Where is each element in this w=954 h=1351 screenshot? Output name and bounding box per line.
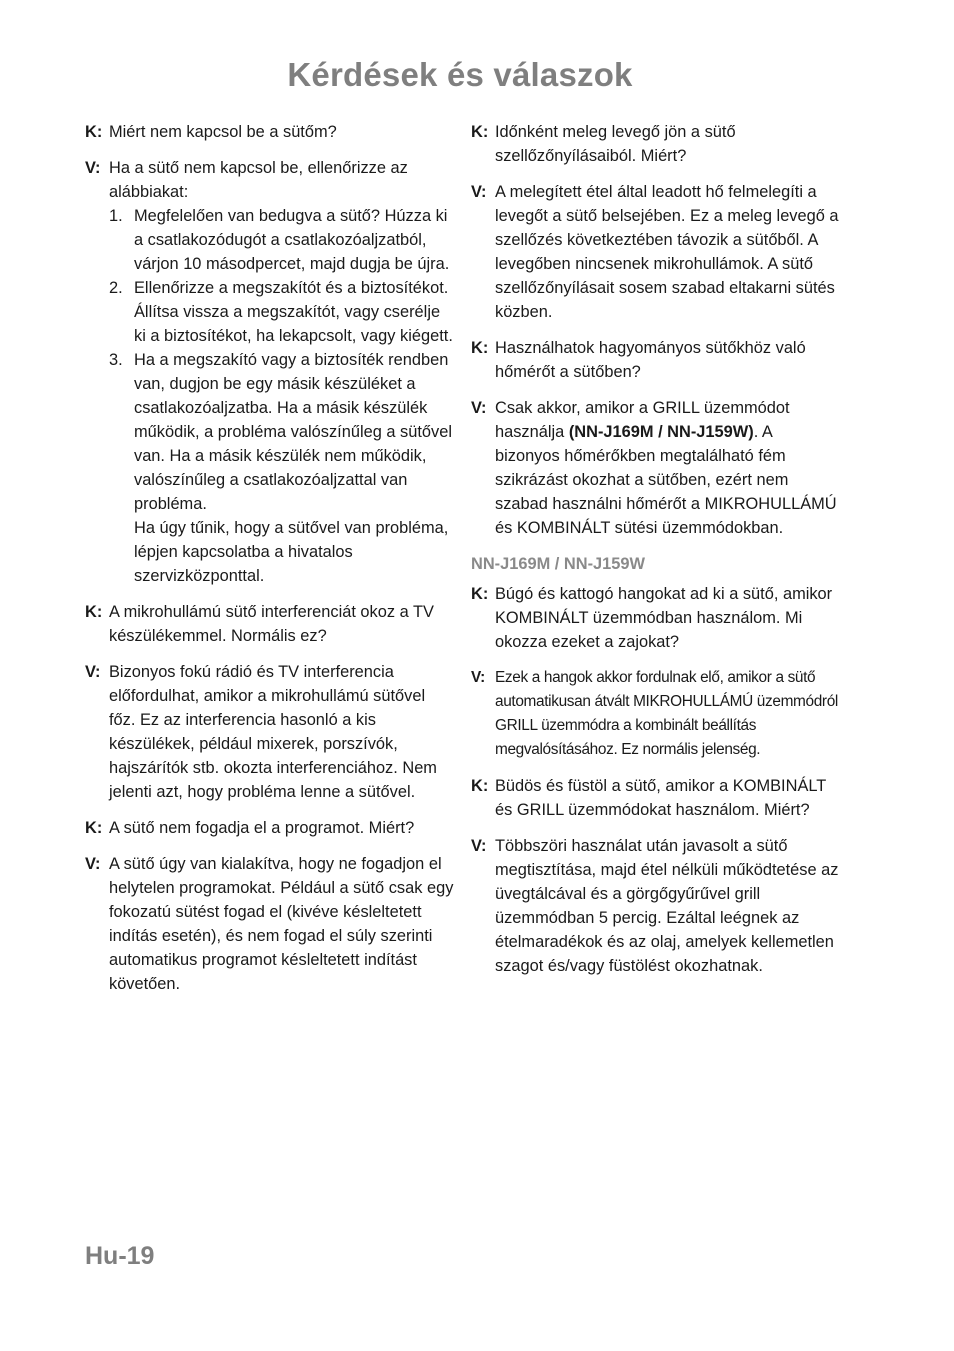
question-4 xyxy=(471,120,841,168)
question-text: Használhatok hagyományos sütőkhöz való hőmérőt a sütőben? xyxy=(495,339,806,381)
list-item xyxy=(109,348,455,588)
answer-text: A melegített étel által leadott hő felmelegíti a levegőt a sütő belsejében. Ez a meleg levegő a szellőzés következtében távozik a sütőből. A levegőben nincsenek mikrohullámok. A sütő szellőzőnyílásait sosem szabad eltakarni sütés közben. xyxy=(495,183,839,321)
answer-text: Bizonyos fokú rádió és TV interferencia előfordulhat, amikor a mikrohullámú sütővel főz. Ez az interferencia hasonló a kis készülékek, például mixerek, porszívók, hajszárítók stb. okozta interferenciához. Nem jelenti azt, hogy probléma lenne a sütővel. xyxy=(109,663,437,801)
answer-5 xyxy=(471,396,841,540)
answer-text-part: Csak akkor, amikor a GRILL üzemmódot használja xyxy=(495,399,790,441)
answer-1 xyxy=(85,156,455,588)
question-text: Búgó és kattogó hangokat ad ki a sütő, amikor KOMBINÁLT üzemmódban használom. Mi okozza ezeket a zajokat? xyxy=(495,585,833,651)
question-label: K: xyxy=(85,603,103,621)
right-column xyxy=(471,120,841,990)
answer-3 xyxy=(85,852,455,996)
question-6 xyxy=(471,582,841,654)
answer-6 xyxy=(471,666,841,762)
answer-label: V: xyxy=(471,183,487,201)
list-number: 1. xyxy=(109,207,123,225)
answer-body xyxy=(109,156,455,588)
list-item xyxy=(109,276,455,348)
model-numbers: (NN-J169M / NN-J159W) xyxy=(568,423,754,441)
answer-label: V: xyxy=(471,399,487,417)
question-label: K: xyxy=(85,123,103,141)
question-text: Büdös és füstöl a sütő, amikor a KOMBINÁLT és GRILL üzemmódokat használom. Miért? xyxy=(495,777,826,819)
left-column xyxy=(85,120,455,1008)
answer-label: V: xyxy=(85,159,101,177)
answer-2 xyxy=(85,660,455,804)
answer-label: V: xyxy=(85,855,101,873)
question-text: A sütő nem fogadja el a programot. Miért? xyxy=(109,819,415,837)
list-item xyxy=(109,204,455,276)
answer-label: V: xyxy=(471,837,487,855)
answer-text: Többszöri használat után javasolt a sütő megtisztítása, majd étel nélküli működtetése az üvegtálcával és a görgőgyűrűvel grill üzemmódban 5 percig. Ezáltal leégnek az ételmaradékok és az olaj, amelyek kellemetlen szagot és/vagy füstölést okozhatnak. xyxy=(495,837,839,975)
answer-7 xyxy=(471,834,841,978)
question-7 xyxy=(471,774,841,822)
question-text: Miért nem kapcsol be a sütőm? xyxy=(109,123,337,141)
section-heading: NN-J169M / NN-J159W xyxy=(471,555,645,573)
question-label: K: xyxy=(471,123,489,141)
list-body xyxy=(134,348,455,588)
list-text: Ha a megszakító vagy a biztosíték rendben van, dugjon be egy másik készüléket a csatlakozóaljzatba. Ha a másik készülék működik, a probléma valószínűleg a sütővel van. Ha a másik készülék nem működik, valószínűleg a csatlakozóaljzattal van probléma. xyxy=(134,351,452,513)
list-text: Megfelelően van bedugva a sütő? Húzza ki a csatlakozódugót a csatlakozóaljzatból, várjon 10 másodpercet, majd dugja be újra. xyxy=(134,207,450,273)
answer-intro: Ha a sütő nem kapcsol be, ellenőrizze az alábbiakat: xyxy=(109,159,408,201)
question-1 xyxy=(85,120,455,144)
question-label: K: xyxy=(471,339,489,357)
question-label: K: xyxy=(85,819,103,837)
answer-text: A sütő úgy van kialakítva, hogy ne fogadjon el helytelen programokat. Például a sütő csak egy fokozatú sütést fogad el (kivéve késleltetett indítás esetén), és nem fogad el súly szerinti automatikus programot késleltetett indítást követően. xyxy=(109,855,454,993)
page-title: Kérdések és válaszok xyxy=(287,56,633,93)
list-text: Ellenőrizze a megszakítót és a biztosítékot. Állítsa vissza a megszakítót, vagy cserélje ki a biztosítékot, ha lekapcsolt, vagy kiégett. xyxy=(134,279,453,345)
answer-text xyxy=(495,396,841,540)
answer-text-part: . A bizonyos hőmérőkben megtalálható fém szikrázást okozhat a sütőben, ezért nem szabad használni hőmérőt a MIKROHULLÁMÚ és KOMBINÁLT sütési üzemmódokban. xyxy=(495,423,837,537)
answer-label: V: xyxy=(85,663,101,681)
list-number: 2. xyxy=(109,279,123,297)
question-text: Időnként meleg levegő jön a sütő szellőzőnyílásaiból. Miért? xyxy=(495,123,736,165)
checklist xyxy=(109,204,455,588)
question-3 xyxy=(85,816,455,840)
question-5 xyxy=(471,336,841,384)
question-2 xyxy=(85,600,455,648)
answer-4 xyxy=(471,180,841,324)
question-text: A mikrohullámú sütő interferenciát okoz a TV készülékemmel. Normális ez? xyxy=(109,603,434,645)
answer-text: Ezek a hangok akkor fordulnak elő, amikor a sütő automatikusan átvált MIKROHULLÁMÚ üzemmódról GRILL üzemmódra a kombinált beállítás megvalósításához. Ez normális jelenség. xyxy=(495,669,838,758)
question-label: K: xyxy=(471,777,489,795)
page-number: Hu-19 xyxy=(85,1242,155,1270)
question-label: K: xyxy=(471,585,489,603)
answer-label: V: xyxy=(471,669,485,686)
list-number: 3. xyxy=(109,351,123,369)
list-extra-text: Ha úgy tűnik, hogy a sütővel van probléma, lépjen kapcsolatba a hivatalos szervizközponttal. xyxy=(134,519,449,585)
